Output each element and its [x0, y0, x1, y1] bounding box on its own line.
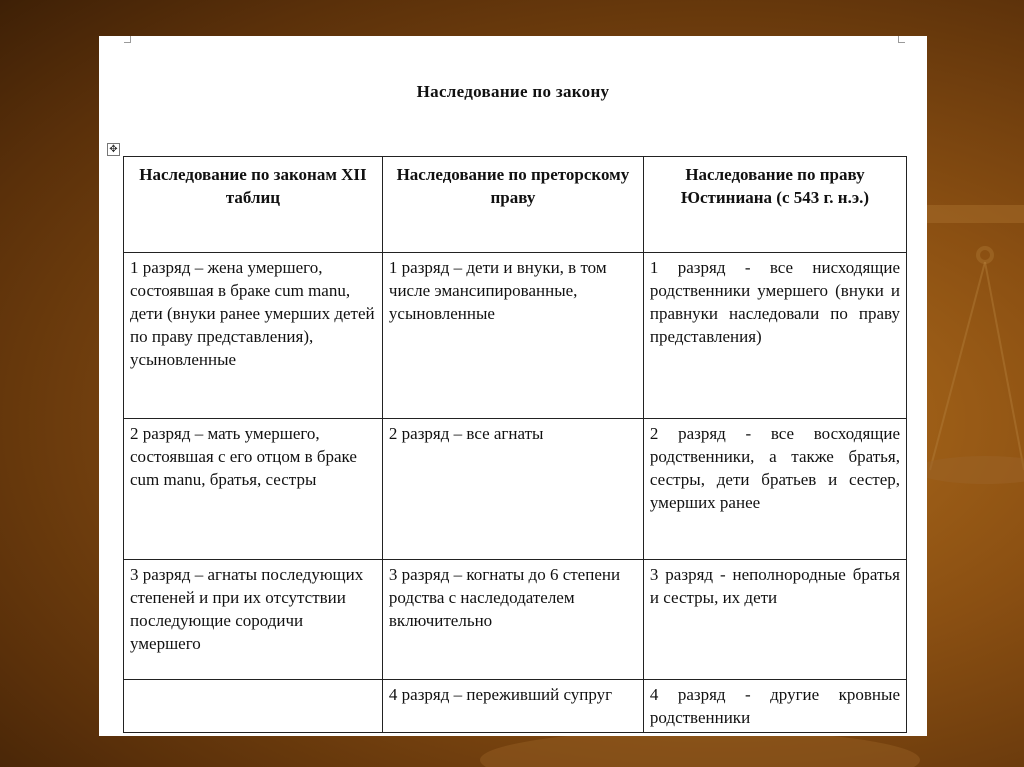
document-page	[99, 36, 927, 736]
page-corner-mark	[898, 36, 905, 43]
table-row	[124, 680, 907, 733]
table-row	[124, 560, 907, 680]
table-cell: 4 разряд – переживший супруг	[382, 680, 643, 733]
header-cell: Наследование по законам XII таблиц	[124, 157, 383, 253]
table-cell: 3 разряд – агнаты последующих степеней и при их отсутствии последующие сородичи умершего	[124, 560, 383, 680]
document-title: Наследование по закону	[416, 82, 610, 101]
table-cell: 2 разряд – мать умершего, состоявшая с его отцом в браке cum manu, братья, сестры	[124, 419, 383, 560]
table-cell: 2 разряд - все восходящие родственники, а также братья, сестры, дети братьев и сестер, умерших ранее	[643, 419, 906, 560]
page-corner-mark	[124, 36, 131, 43]
header-cell: Наследование по праву Юстиниана (с 543 г. н.э.)	[643, 157, 906, 253]
table-cell	[124, 680, 383, 733]
table-cell: 4 разряд - другие кровные родственники	[643, 680, 906, 733]
table-cell: 1 разряд – жена умершего, состоявшая в браке cum manu, дети (внуки ранее умерших детей по праву представления), усыновленные	[124, 253, 383, 419]
table-cell: 1 разряд – дети и внуки, в том числе эмансипированные, усыновленные	[382, 253, 643, 419]
inheritance-table	[123, 156, 907, 733]
table-cell: 3 разряд - неполнородные братья и сестры, их дети	[643, 560, 906, 680]
table-header-row	[124, 157, 907, 253]
header-cell: Наследование по преторскому праву	[382, 157, 643, 253]
table-row	[124, 253, 907, 419]
table-cell: 3 разряд – когнаты до 6 степени родства с наследодателем включительно	[382, 560, 643, 680]
table-row	[124, 419, 907, 560]
move-cross-icon[interactable]: ✥	[107, 143, 120, 156]
table-cell: 2 разряд – все агнаты	[382, 419, 643, 560]
table-cell: 1 разряд - все нисходящие родственники умершего (внуки и правнуки наследовали по праву представления)	[643, 253, 906, 419]
